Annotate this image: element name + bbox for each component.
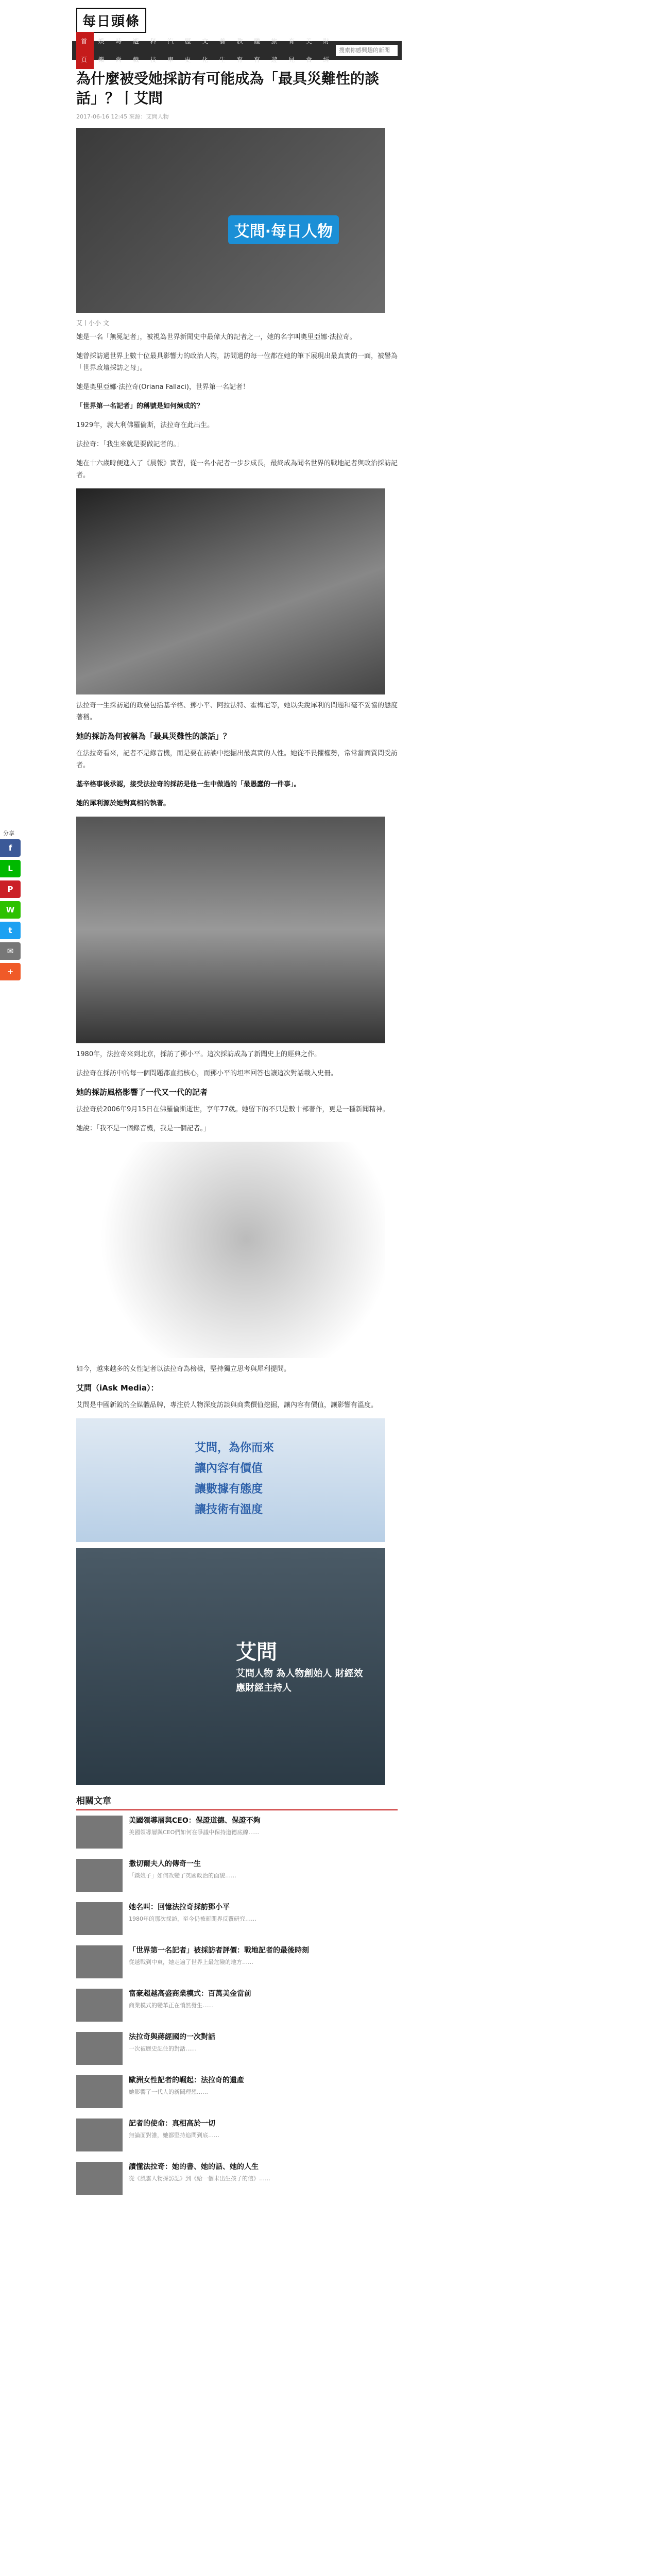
main-nav	[72, 38, 402, 63]
promo-line-1: 艾問，為你而來	[195, 1442, 275, 1454]
related-section-title: 相關文章	[76, 1793, 398, 1810]
paragraph: 法拉奇在採訪中的每一個問題都直指核心，而鄧小平的坦率回答也讓這次對話載入史冊。	[76, 1070, 338, 1077]
nav-item[interactable]: 娛樂	[98, 38, 105, 63]
related-title[interactable]: 歐洲女性記者的崛起：法拉奇的遺產	[129, 2076, 244, 2084]
related-body	[129, 1989, 251, 2022]
nav-item[interactable]: 體育	[253, 38, 260, 63]
facebook-share-button[interactable]: f	[0, 839, 21, 857]
section-subhead: 她的採訪風格影響了一代又一代的記者	[76, 1088, 208, 1097]
section-subhead: 她的採訪為何被稱為「最具災難性的談話」？	[76, 732, 231, 741]
nav-item[interactable]: 育兒	[288, 38, 295, 63]
nav-item[interactable]: 教育	[236, 38, 243, 63]
related-desc: 無論面對誰，她都堅持追問到底……	[129, 2132, 219, 2139]
page	[72, 0, 402, 2205]
related-thumbnail[interactable]	[76, 1902, 123, 1935]
article-photo-group	[76, 817, 385, 1043]
related-title[interactable]: 法拉奇與蔣經國的一次對話	[129, 2033, 215, 2041]
paragraph: 1929年，義大利佛羅倫斯，法拉奇在此出生。	[76, 421, 214, 429]
paragraph: 她在十六歲時便進入了《晨報》實習，從一名小記者一步步成長，最終成為聞名世界的戰地記者與政治採訪記者。	[76, 460, 398, 479]
related-item[interactable]	[76, 1945, 398, 1978]
paragraph: 她曾採訪過世界上數十位最具影響力的政治人物，訪問過的每一位都在她的筆下展現出最真實的一面，被譽為「世界政壇採訪之母」。	[76, 352, 398, 372]
caption: 艾丨小小 文	[76, 319, 109, 327]
related-item[interactable]	[76, 1902, 398, 1935]
nav-item[interactable]: 歷史	[184, 38, 191, 63]
related-thumbnail[interactable]	[76, 2075, 123, 2108]
related-desc: 1980年的那次採訪，至今仍被新聞界反覆研究……	[129, 1916, 256, 1922]
article-headline: 為什麼被受她採訪有可能成為「最具災難性的談話」？丨艾問	[76, 70, 380, 107]
related-body	[129, 1945, 309, 1978]
article-photo-bw	[76, 488, 385, 694]
related-thumbnail[interactable]	[76, 1989, 123, 2022]
paragraph: 如今，越來越多的女性記者以法拉奇為榜樣，堅持獨立思考與犀利提問。	[76, 1365, 291, 1373]
paragraph: 艾問是中國新銳的全媒體品牌，專注於人物深度訪談與商業價值挖掘，讓內容有價值，讓影響有溫度。	[76, 1401, 378, 1409]
promo-line-4: 讓技術有溫度	[195, 1503, 263, 1516]
related-title[interactable]: 美國領導層與CEO：保證道德、保證不夠	[129, 1817, 261, 1825]
paragraph: 在法拉奇看來，記者不是錄音機，而是要在訪談中挖掘出最真實的人性。她從不畏懼權勢，常常當面質問受訪者。	[76, 750, 398, 769]
related-body	[129, 2162, 270, 2195]
line-share-button[interactable]: L	[0, 860, 21, 877]
related-desc: 一次被歷史記住的對話……	[129, 2045, 197, 2052]
promo2-subtitle: 艾問人物 為人物創始人 財經效應財經主持人	[236, 1668, 363, 1693]
promo-line-2: 讓內容有價值	[195, 1462, 263, 1475]
promo-banner[interactable]	[76, 1418, 385, 1542]
share-rail	[0, 827, 21, 984]
promo-line-3: 讓數據有態度	[195, 1483, 263, 1496]
related-desc: 美國領導層與CEO們如何在爭議中保持道德底線……	[129, 1829, 260, 1836]
related-body	[129, 1902, 256, 1935]
related-thumbnail[interactable]	[76, 2162, 123, 2195]
paragraph: 法拉奇一生採訪過的政要包括基辛格、鄧小平、阿拉法特、霍梅尼等，她以尖銳犀利的問題和毫不妥協的態度著稱。	[76, 702, 398, 721]
section-subhead: 艾問（iAsk Media）：	[76, 1383, 159, 1393]
paragraph: 她是一名「無冕記者」，被視為世界新聞史中最偉大的記者之一，她的名字叫奧里亞娜·法拉奇。	[76, 333, 356, 341]
promo2-title: 艾問	[236, 1640, 277, 1664]
pinterest-share-button[interactable]: P	[0, 880, 21, 898]
related-title[interactable]: 記者的使命：真相高於一切	[129, 2120, 215, 2128]
nav-item[interactable]: 養生	[219, 38, 226, 63]
related-item[interactable]	[76, 1989, 398, 2022]
paragraph: 1980年，法拉奇來到北京，採訪了鄧小平。這次採訪成為了新聞史上的經典之作。	[76, 1050, 321, 1058]
nav-item[interactable]: 科技	[150, 38, 157, 63]
paragraph: 法拉奇於2006年9月15日在佛羅倫斯逝世，享年77歲。她留下的不只是數十部著作，更是一種新聞精神。	[76, 1106, 389, 1113]
related-thumbnail[interactable]	[76, 1816, 123, 1849]
related-title[interactable]: 「世界第一名記者」被採訪者評價：戰地記者的最後時刻	[129, 1946, 309, 1955]
share-label: 分享	[3, 830, 14, 837]
related-item[interactable]	[76, 2075, 398, 2108]
related-thumbnail[interactable]	[76, 2119, 123, 2151]
related-item[interactable]	[76, 1816, 398, 1849]
paragraph: 她是奧里亞娜·法拉奇(Oriana Fallaci)，世界第一名記者！	[76, 383, 249, 391]
nav-item[interactable]: 遊戲	[132, 38, 139, 63]
photo-brand-label: 艾問·每日人物	[228, 215, 339, 244]
related-item[interactable]	[76, 1859, 398, 1892]
related-desc: 從越戰到中東，她走遍了世界上最危險的地方……	[129, 1959, 253, 1965]
related-body	[129, 1816, 261, 1849]
nav-item[interactable]: 財經	[323, 38, 330, 63]
article-photo-portrait	[76, 128, 385, 313]
related-desc: 「鐵娘子」如何改變了英國政治的面貌……	[129, 1872, 236, 1879]
related-list	[76, 1816, 398, 2195]
nav-item[interactable]: 文化	[202, 38, 209, 63]
related-title[interactable]: 讀懂法拉奇：她的書、她的話、她的人生	[129, 2163, 259, 2171]
promo-banner-2[interactable]	[76, 1548, 385, 1785]
nav-item[interactable]: 時尚	[115, 38, 122, 63]
related-thumbnail[interactable]	[76, 1859, 123, 1892]
wechat-share-button[interactable]: W	[0, 901, 21, 919]
nav-item[interactable]: 首頁	[76, 32, 94, 69]
twitter-share-button[interactable]: t	[0, 922, 21, 939]
related-title[interactable]: 她名叫：回憶法拉奇採訪鄧小平	[129, 1903, 230, 1911]
more-share-button[interactable]: +	[0, 963, 21, 980]
related-item[interactable]	[76, 2162, 398, 2195]
related-title[interactable]: 富豪超越高盛商業模式：百萬美金當前	[129, 1990, 251, 1998]
related-desc: 商業模式的變革正在悄然發生……	[129, 2002, 214, 2009]
related-body	[129, 2032, 215, 2065]
related-body	[129, 2119, 219, 2151]
paragraph: 她說：「我不是一個錄音機，我是一個記者。」	[76, 1125, 211, 1132]
related-thumbnail[interactable]	[76, 2032, 123, 2065]
related-desc: 她影響了一代人的新聞理想……	[129, 2089, 208, 2095]
email-share-button[interactable]: ✉	[0, 942, 21, 960]
related-title[interactable]: 撒切爾夫人的傳奇一生	[129, 1860, 201, 1868]
nav-item[interactable]: 汽車	[167, 38, 174, 63]
site-logo[interactable]: 每日頭條	[76, 8, 146, 33]
related-item[interactable]	[76, 2119, 398, 2151]
related-item[interactable]	[76, 2032, 398, 2065]
nav-item[interactable]: 旅遊	[271, 38, 278, 63]
quote: 她的犀利源於她對真相的執著。	[76, 800, 170, 807]
article-meta: 2017-06-16 12:45 來源：艾問人物	[76, 113, 169, 120]
paragraph: 法拉奇：「我生來就是要做記者的。」	[76, 440, 184, 448]
paragraph: 基辛格事後承認，接受法拉奇的採訪是他一生中做過的「最愚蠢的一件事」。	[76, 781, 301, 788]
related-thumbnail[interactable]	[76, 1945, 123, 1978]
related-body	[129, 2075, 244, 2108]
related-desc: 從《風雲人物採訪記》到《給一個未出生孩子的信》……	[129, 2175, 270, 2182]
article	[72, 60, 402, 2195]
related-body	[129, 1859, 236, 1892]
quote: 「世界第一名記者」的稱號是如何煉成的？	[76, 402, 204, 410]
nav-item[interactable]: 美食	[305, 38, 312, 63]
search-input[interactable]	[336, 45, 398, 56]
article-photo-woman	[76, 1142, 385, 1358]
nav-items	[76, 32, 336, 69]
